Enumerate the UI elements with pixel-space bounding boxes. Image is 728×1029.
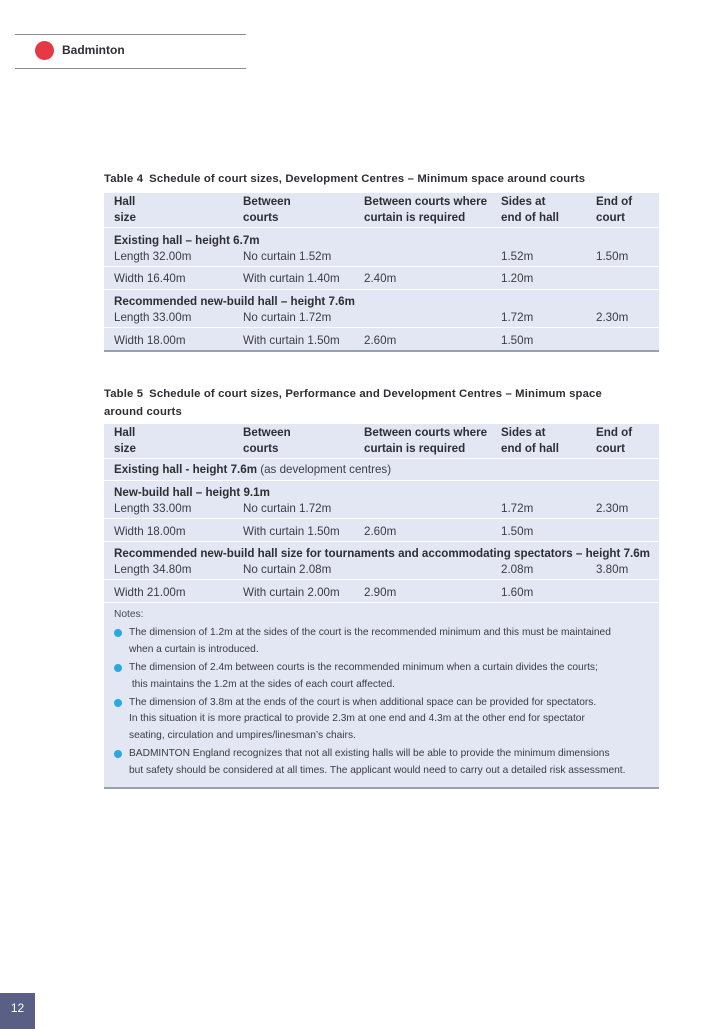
note-line: BADMINTON England recognizes that not all existing halls will be able to provide the minimum dimensions [129,748,610,760]
group-heading: Recommended new-build hall – height 7.6m [114,295,355,308]
note-line: this maintains the 1.2m at the sides of each court affected. [129,678,395,690]
note-item [104,695,659,744]
cell: With curtain 1.50m [243,334,340,347]
col-header: End of [596,195,633,208]
cell: Length 33.00m [114,311,192,324]
cell: No curtain 1.72m [243,311,332,324]
group-heading: Existing hall – height 6.7m [114,234,260,247]
table5-group-newbuild [104,480,659,518]
header-rule-bottom [15,68,246,69]
note-item [104,746,659,779]
table-row [104,310,659,326]
table4-caption [104,170,660,188]
col-header: curtain is required [364,442,466,455]
table5-existing-row [104,458,659,480]
cell: 2.30m [596,311,629,324]
cell: 1.20m [501,272,534,285]
notes-block [104,602,659,787]
note-line: seating, circulation and umpires/linesman’s chairs. [129,729,356,741]
note-item [104,660,659,693]
cell: With curtain 1.40m [243,272,340,285]
table5-title: Schedule of court sizes, Performance and Development Centres – Minimum space [149,388,602,400]
table5-header-row [104,424,659,458]
note-line: The dimension of 1.2m at the sides of the court is the recommended minimum and this must be maintained [129,627,611,639]
cell: No curtain 2.08m [243,563,332,576]
group-heading: New-build hall – height 9.1m [114,486,270,499]
note-line: when a curtain is introduced. [129,643,259,655]
group-heading: Recommended new-build hall size for tournaments and accommodating spectators – height 7.6m [114,547,650,560]
cell: With curtain 2.00m [243,586,340,599]
cell: 1.52m [501,250,534,263]
col-header: Between courts where [364,195,488,208]
table5-group-tournament [104,541,659,579]
cell: 2.60m [364,334,397,347]
bullet-icon [114,699,122,707]
cell: No curtain 1.72m [243,502,332,515]
cell: 2.08m [501,563,534,576]
col-header: end of hall [501,442,559,455]
section-title: Badminton [62,43,125,57]
cell: Width 18.00m [114,525,186,538]
table-row [104,579,659,602]
col-header: court [596,211,625,224]
table-row [104,249,659,265]
col-header: court [596,442,625,455]
note-item [104,625,659,658]
note-line: In this situation it is more practical to provide 2.3m at one end and 4.3m at the other end for spectator [129,713,585,725]
cell: 1.60m [501,586,534,599]
table4-title: Schedule of court sizes, Development Centres – Minimum space around courts [149,173,586,185]
bullet-icon [114,750,122,758]
table-row [104,266,659,289]
notes-label: Notes: [114,609,144,620]
cell: 1.50m [596,250,629,263]
table4-number: Table 4 [104,173,144,185]
table-row [104,562,659,578]
col-header: End of [596,426,633,439]
col-header: size [114,211,136,224]
table-row [104,518,659,541]
cell: 2.40m [364,272,397,285]
col-header: Sides at [501,426,546,439]
col-header: size [114,442,136,455]
cell: Length 34.80m [114,563,192,576]
cell: 3.80m [596,563,629,576]
table5-caption [104,385,660,421]
note-line: The dimension of 3.8m at the ends of the court is when additional space can be provided for spectators. [129,697,597,709]
cell: 2.60m [364,525,397,538]
table4-header-row [104,193,659,227]
cell: Width 18.00m [114,334,186,347]
cell: Length 33.00m [114,502,192,515]
col-header: curtain is required [364,211,466,224]
cell: 1.50m [501,334,534,347]
section-marker-icon [35,41,54,60]
cell: 2.90m [364,586,397,599]
table4-group-newbuild [104,289,659,327]
table4-group-existing [104,227,659,266]
cell: 1.50m [501,525,534,538]
cell: No curtain 1.52m [243,250,332,263]
cell: With curtain 1.50m [243,525,340,538]
table5-number: Table 5 [104,388,144,400]
col-header: Between [243,195,291,208]
cell: 1.72m [501,502,534,515]
col-header: courts [243,211,279,224]
cell: 2.30m [596,502,629,515]
col-header: Sides at [501,195,546,208]
table4 [104,193,659,352]
col-header: Between courts where [364,426,488,439]
note-line: The dimension of 2.4m between courts is the recommended minimum when a curtain divides the courts; [129,662,598,674]
group-note: (as development centres) [257,463,392,476]
cell: Width 21.00m [114,586,186,599]
col-header: courts [243,442,279,455]
bullet-icon [114,629,122,637]
header-rule-top [15,34,246,35]
cell: Length 32.00m [114,250,192,263]
table5 [104,424,659,789]
page-number: 12 [10,1001,25,1015]
col-header: Hall [114,195,136,208]
table-row [104,327,659,350]
table-row [104,501,659,517]
group-heading: Existing hall - height 7.6m [114,463,258,476]
col-header: Hall [114,426,136,439]
note-line: but safety should be considered at all times. The applicant would need to carry out a detailed risk assessment. [129,764,626,776]
cell: 1.72m [501,311,534,324]
cell: Width 16.40m [114,272,186,285]
col-header: Between [243,426,291,439]
col-header: end of hall [501,211,559,224]
table5-title-cont: around courts [104,406,182,418]
bullet-icon [114,664,122,672]
